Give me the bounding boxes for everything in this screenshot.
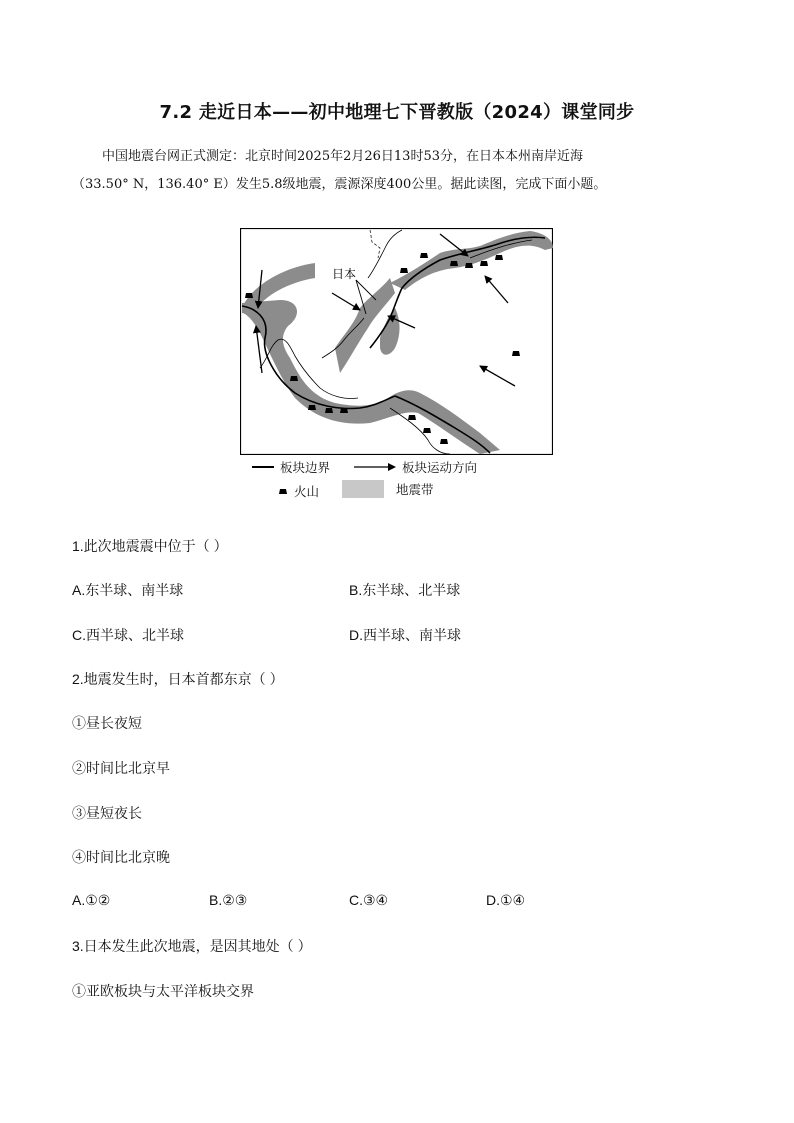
legend-seismic-belt-label: 地震带 xyxy=(396,482,434,497)
question-3-stem: 3.日本发生此次地震，是因其地处（ ） xyxy=(72,938,312,954)
map-legend xyxy=(252,458,552,502)
legend-seismic-belt xyxy=(342,480,434,498)
plate-map-figure xyxy=(240,228,553,455)
q1-option-c[interactable]: C.西半球、北半球 xyxy=(72,627,184,643)
japan-label: 日本 xyxy=(332,267,357,281)
legend-boundary xyxy=(252,458,330,476)
document-title: 7.2 走近日本——初中地理七下晋教版（2024）课堂同步 xyxy=(159,102,635,123)
legend-direction-label: 板块运动方向 xyxy=(402,460,478,475)
q3-statement-1: ①亚欧板块与太平洋板块交界 xyxy=(72,983,254,999)
q2-option-a[interactable]: A.①② xyxy=(72,892,111,908)
q2-option-d[interactable]: D.①④ xyxy=(486,892,526,908)
legend-volcano xyxy=(278,482,319,500)
intro-line-1: 中国地震台网正式测定：北京时间2025年2月26日13时53分，在日本本州南岸近海 xyxy=(102,149,583,164)
boundary-line-icon xyxy=(252,466,274,468)
q2-option-b[interactable]: B.②③ xyxy=(209,892,248,908)
intro-line-2: （33.50° N，136.40° E）发生5.8级地震，震源深度400公里。据此读图，完成下面小题。 xyxy=(72,177,607,192)
legend-volcano-label: 火山 xyxy=(294,484,320,499)
q1-option-a[interactable]: A.东半球、南半球 xyxy=(72,582,184,598)
volcano-icon xyxy=(278,487,288,495)
q2-option-c[interactable]: C.③④ xyxy=(349,892,389,908)
legend-boundary-label: 板块边界 xyxy=(280,460,331,475)
q2-statement-1: ①昼长夜短 xyxy=(72,715,142,731)
q2-statement-4: ④时间比北京晚 xyxy=(72,849,170,865)
q2-statement-2: ②时间比北京早 xyxy=(72,760,170,776)
intro-paragraph xyxy=(72,143,724,199)
q2-statement-3: ③昼短夜长 xyxy=(72,805,142,821)
seismic-belt-swatch-icon xyxy=(342,480,384,498)
legend-direction xyxy=(354,458,477,476)
arrow-icon xyxy=(354,462,396,472)
q1-option-b[interactable]: B.东半球、北半球 xyxy=(349,582,461,598)
q1-option-d[interactable]: D.西半球、南半球 xyxy=(349,627,461,643)
question-2-stem: 2.地震发生时，日本首都东京（ ） xyxy=(72,671,284,687)
question-1-stem: 1.此次地震震中位于（ ） xyxy=(72,538,228,554)
